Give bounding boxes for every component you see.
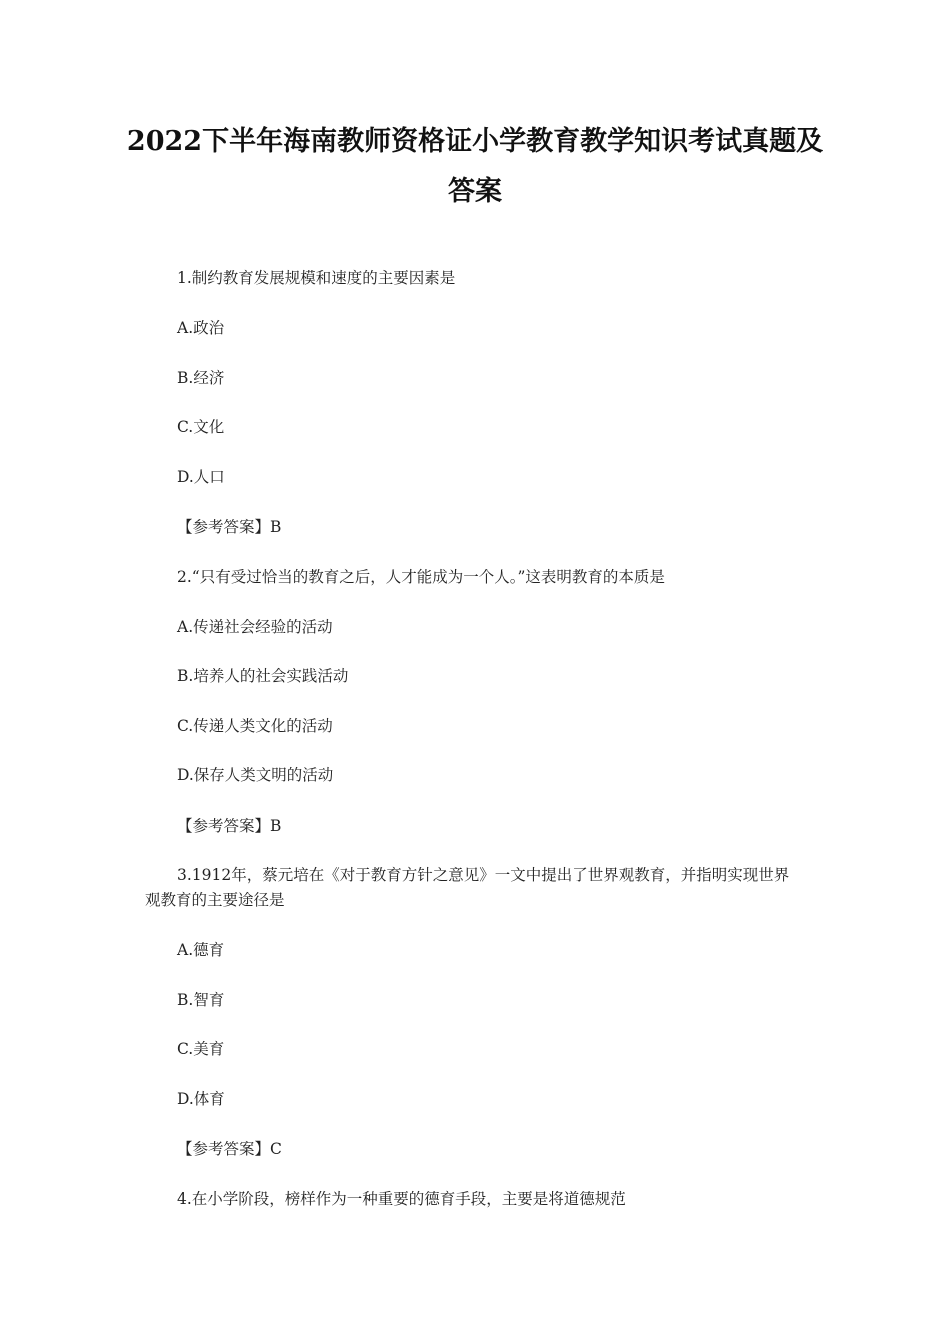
question-2-option-c: C.传递人类文化的活动 <box>177 717 333 735</box>
question-2-option-d: D.保存人类文明的活动 <box>177 766 334 784</box>
question-1-stem: 1.制约教育发展规模和速度的主要因素是 <box>177 269 456 287</box>
question-3-answer: 【参考答案】C <box>177 1140 282 1158</box>
question-1-option-b: B.经济 <box>177 369 225 387</box>
question-2-stem: 2.“只有受过恰当的教育之后，人才能成为一个人。”这表明教育的本质是 <box>177 568 665 586</box>
question-2-option-b: B.培养人的社会实践活动 <box>177 667 349 685</box>
question-3-stem-line-1: 3.1912年，蔡元培在《对于教育方针之意见》一文中提出了世界观教育，并指明实现世界 <box>177 866 790 884</box>
question-3-option-b: B.智育 <box>177 991 225 1009</box>
question-1-option-a: A.政治 <box>177 319 225 337</box>
question-1-option-d: D.人口 <box>177 468 225 486</box>
question-2-answer: 【参考答案】B <box>177 817 282 835</box>
question-4-stem: 4.在小学阶段，榜样作为一种重要的德育手段，主要是将道德规范 <box>177 1190 626 1208</box>
document-title-line-2: 答案 <box>448 176 502 207</box>
question-1-option-c: C.文化 <box>177 418 225 436</box>
question-3-stem-line-2: 观教育的主要途径是 <box>145 891 285 909</box>
document-title-line-1: 2022下半年海南教师资格证小学教育教学知识考试真题及 <box>126 126 824 157</box>
question-3-option-c: C.美育 <box>177 1040 225 1058</box>
question-3-option-d: D.体育 <box>177 1090 225 1108</box>
question-3-option-a: A.德育 <box>177 941 225 959</box>
question-2-option-a: A.传递社会经验的活动 <box>177 618 333 636</box>
question-1-answer: 【参考答案】B <box>177 518 282 536</box>
